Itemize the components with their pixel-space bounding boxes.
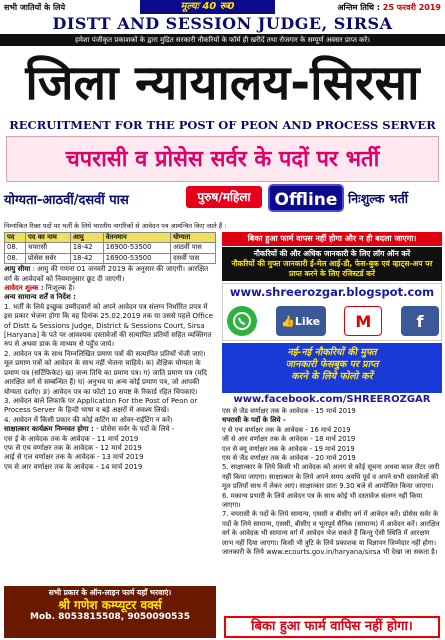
table-header: पद <box>5 233 26 243</box>
promo-box <box>222 247 442 281</box>
org-heading: DISTT AND SESSION JUDGE, SIRSA <box>52 14 393 33</box>
page-title: जिला न्यायालय-सिरसा <box>25 55 420 111</box>
blue-line-2: जानकारी फेसबुक पर प्राप्त <box>285 359 379 370</box>
age-label: आयु सीमा <box>4 265 31 274</box>
schedule-item: आई से एल वर्णाक्षर तक के आवेदक - 13 मार्च 2019 <box>4 453 144 462</box>
fee-badge: निःशुल्क भर्ती <box>348 191 408 206</box>
table-header: वेतनमान <box>103 233 170 243</box>
like-label: Like <box>294 314 321 328</box>
table-cell: 18-42 <box>70 243 103 253</box>
footer-sold-notice: बिका हुआ फार्म वापिस नहीं होगा। <box>224 616 440 638</box>
social-box <box>222 283 442 341</box>
gender-badge: पुरुष/महिला <box>186 186 262 208</box>
fee-label: आवेदन शुल्क : <box>4 284 44 293</box>
schedule-item: एस से जैड वर्णाक्षर तक के आवेदक - 15 मार्च 2019 <box>222 407 356 415</box>
table-cell: 08. <box>5 253 26 263</box>
blue-line-3: करने के लिये फोलो करें <box>291 371 373 382</box>
promo-line-2: नौकरियों की मुफ्त जानकारी ई-मेल आई-डी, फेस-बुक एवं व्हाट्स-अप पर प्राप्त करने के लिए रजिस्टर्ड करें <box>231 259 433 278</box>
blue-line-1: नई-नई नौकरियों की मुफ्त <box>287 347 377 358</box>
interview-label: साक्षात्कार कार्यक्रम निम्नवत होगा : <box>4 425 94 434</box>
table-row <box>5 253 216 263</box>
fee-text: निःशुल्क है। <box>45 284 75 293</box>
peon-label: चपरासी के पदों के लिये - <box>222 416 286 425</box>
table-cell: प्रोसेस सर्वर <box>26 253 71 263</box>
right-column <box>222 232 442 558</box>
term-4: 4. आवेदन में किसी प्रकार की कोई कटिंग या ओवर-राईटिंग न करें। <box>4 415 173 424</box>
shop-ad <box>4 586 216 638</box>
age-section <box>4 265 216 284</box>
shop-mobile: Mob. 8053815508, 9050090535 <box>30 612 190 622</box>
table-cell: चपरासी <box>26 243 71 253</box>
table-cell: 18-42 <box>70 253 103 263</box>
top-bar <box>0 0 445 14</box>
schedule-item: ए से एच वर्णाक्षर तक के आवेदक - 16 मार्च 2019 <box>222 425 351 434</box>
deadline-label: अन्तिम तिथि : <box>337 2 380 12</box>
table-header: आयु <box>70 233 103 243</box>
mode-badge: Offline <box>268 184 344 212</box>
schedule-item: एम से आर वर्णाक्षर तक के आवेदक - 14 मार्च 2019 <box>4 462 143 471</box>
gmail-icon[interactable]: M <box>344 306 382 336</box>
age-text: : आयु की गणना 01 जनवरी 2019 के अनुसार की जाएगी। आरक्षित वर्ग के आवेदकों को नियमानुसार छूट दी जाएगी। <box>4 265 209 283</box>
left-column <box>4 232 216 472</box>
interview-section <box>4 425 216 434</box>
left-text <box>4 265 216 472</box>
table-cell: 16900-53500 <box>103 253 170 263</box>
interview-intro: - प्रोसेस सर्वर के पदों के लिये - <box>96 425 175 434</box>
publisher-strip: हमेशा पंजीकृत प्रकाशकों के द्वारा मुद्रित सरकारी नौकरियों के फॉर्म ही खरीदें तथा रोजगार के सम्पूर्ण अवसर प्राप्त करें। <box>0 34 445 46</box>
like-icon[interactable]: 👍 Like <box>276 306 326 336</box>
schedule-item: एल से क्यू वर्णाक्षर तक के आवेदक - 19 मार्च 2019 <box>222 444 355 453</box>
posts-banner: चपरासी व प्रोसेस सर्वर के पदों पर भर्ती <box>6 136 439 182</box>
term-2: 2. आवेदन पत्र के साथ निम्नलिखित प्रमाण पत्रों की सत्यापित प्रतियाँ भेजी जाएं। मूल प्रमाण पत्रों को आवेदन के साथ नहीं भेजना चाहिये। क) शैक्षिक योग्यता के प्रमाण पत्र (सर्टिफिकेट) ख) जन्म तिथि का प्रमाण पत्र। ग) जाति प्रमाण पत्र (यदि आरक्षित वर्ग से सम्बन्धित हैं) घ) अनुभव या अन्य कोई प्रमाण पत्र, जो आपकी योग्यता दर्शाए। ङ) आवेदन पत्र का फोटो 10 सपष्ट के रिकार्ड रहित चिपकाएं। <box>4 349 208 396</box>
blog-link[interactable]: www.shreerozgar.blogspot.com <box>229 285 435 299</box>
promo-line-1: नौकरियों की और अधिक जानकारी के लिए लॉग ऑन करें <box>253 249 411 258</box>
right-text <box>222 407 442 558</box>
table-header: पद का नाम <box>26 233 71 243</box>
shop-name: श्री गणेश कम्प्यूटर वर्क्स <box>58 598 162 612</box>
table-header-row <box>5 233 216 243</box>
shop-tagline: सभी प्रकार के ऑन-लाइन फार्म यहाँ भरवाएं। <box>48 588 172 597</box>
schedule-item: एफ से एच वर्णाक्षर तक के आवेदक - 12 मार्च 2019 <box>4 443 142 452</box>
deadline <box>275 2 445 13</box>
table-header: योग्यता <box>171 233 216 243</box>
term-3: 3. आवेदन वाले लिफाफे पर Application For the Post of Peon or Process Server के हिन्दी भाषा व बड़े अक्षरों में अवश्य लिखें। <box>4 396 198 415</box>
term-7: 7. चपरासी के पदों के लिये सामान्य, एससी व बीसीए वर्ग में आवेदन करें। प्रोसेस सर्वर के पदों के लिये सामान्य, एससी, बीसीए व भूतपूर्व सैनिक (सामान्य) में आवेदन करें। आरक्षित वर्ग के आवेदक भी सामान्य वर्ग में आवेदन भेज सकते हैं किन्तु ऐसी स्थिति में आरक्षण लाभ नहीं दिया जाएगा। किसी भी त्रुटि के लिये प्रकाशक या विज्ञापन जिम्मेदार नहीं होगा। जानकारी के लिये www.ecourts.gov.in/haryana/sirsa भी देखा जा सकता है। <box>222 510 440 557</box>
table-cell: 16900-53500 <box>103 243 170 253</box>
term-1: 1. भर्ती के लिये इच्छुक उम्मीदवारों को अपने आवेदन पत्र संलग्न निर्धारित प्रपत्र में इस प्रकार भेजना होगा कि वह दिनांक 25.02.2019 तक या उससे पहले Office of Distt & Sessions Judge, District & Sessions Court, Sirsa [Haryana] के पते पर आवश्यक दस्तावेजों की सत्यापित प्रतियों सहित व्यक्तिगत रुप से अथवा डाक के माध्यम से पहुँच जाये। <box>4 302 213 349</box>
terms-label: अन्य सामान्य शर्तें व निर्देश : <box>4 293 76 302</box>
deadline-value: 25 फरवरी 2019 <box>382 2 441 12</box>
term-5: 5. साक्षात्कार के लिये किसी भी आवेदक को अलग से कोई सूचना अथवा काल लैटर जारी नहीं किया जाएगा। साक्षात्कार के लिये अपने समय अवधि पूर्व व अपने सभी दस्तावेजों की मूल प्रतियाँ साथ में लेकर आएं। साक्षात्कार प्रातः 9.30 बजे से आयोजित किया जाएगा। <box>222 463 440 491</box>
facebook-icon[interactable]: f <box>401 306 439 336</box>
education-qualification: योग्यता-आठवीं/दसवीं पास <box>4 193 129 208</box>
schedule-item: एस ई के आवेदक तक के आवेदक - 11 मार्च 2019 <box>4 434 139 443</box>
price-badge: मूल्यः 40 रू0 <box>140 0 275 14</box>
intro-note: निम्नांकित रिक्त पदों पर भर्ती के लिये भारतीय नागरिकों से आवेदन पत्र आमन्त्रित किए जाते हैं : <box>4 222 227 230</box>
recruitment-heading: RECRUITMENT FOR THE POST OF PEON AND PROCESS SERVER <box>9 118 436 132</box>
caste-label: सभी जातियों के लिये <box>4 2 66 12</box>
whatsapp-icon[interactable] <box>227 306 257 336</box>
facebook-promo <box>222 343 442 393</box>
posts-table <box>4 232 216 264</box>
schedule-item: जी से आर वर्णाक्षर तक के आवेदक - 18 मार्च 2019 <box>222 435 356 444</box>
sold-notice-banner: बिका हुआ फार्म वापस नहीं होगा और न ही बदला जाएगा। <box>222 232 442 246</box>
facebook-link[interactable]: www.facebook.com/SHREEROZGAR <box>233 394 431 405</box>
table-cell: दसवीं पास <box>171 253 216 263</box>
table-cell: 08. <box>5 243 26 253</box>
table-cell: आठवीं पास <box>171 243 216 253</box>
table-row <box>5 243 216 253</box>
schedule-item: एस से जैड वर्णाक्षर तक के आवेदक - 20 मार्च 2019 <box>222 454 356 463</box>
term-6: 6. मकान्य प्रभारी के लिये आवेदन पत्र के साथ कोई भी दस्तावेज संलग्न नहीं किया जाएगा। <box>222 491 423 510</box>
social-icons <box>227 304 439 338</box>
